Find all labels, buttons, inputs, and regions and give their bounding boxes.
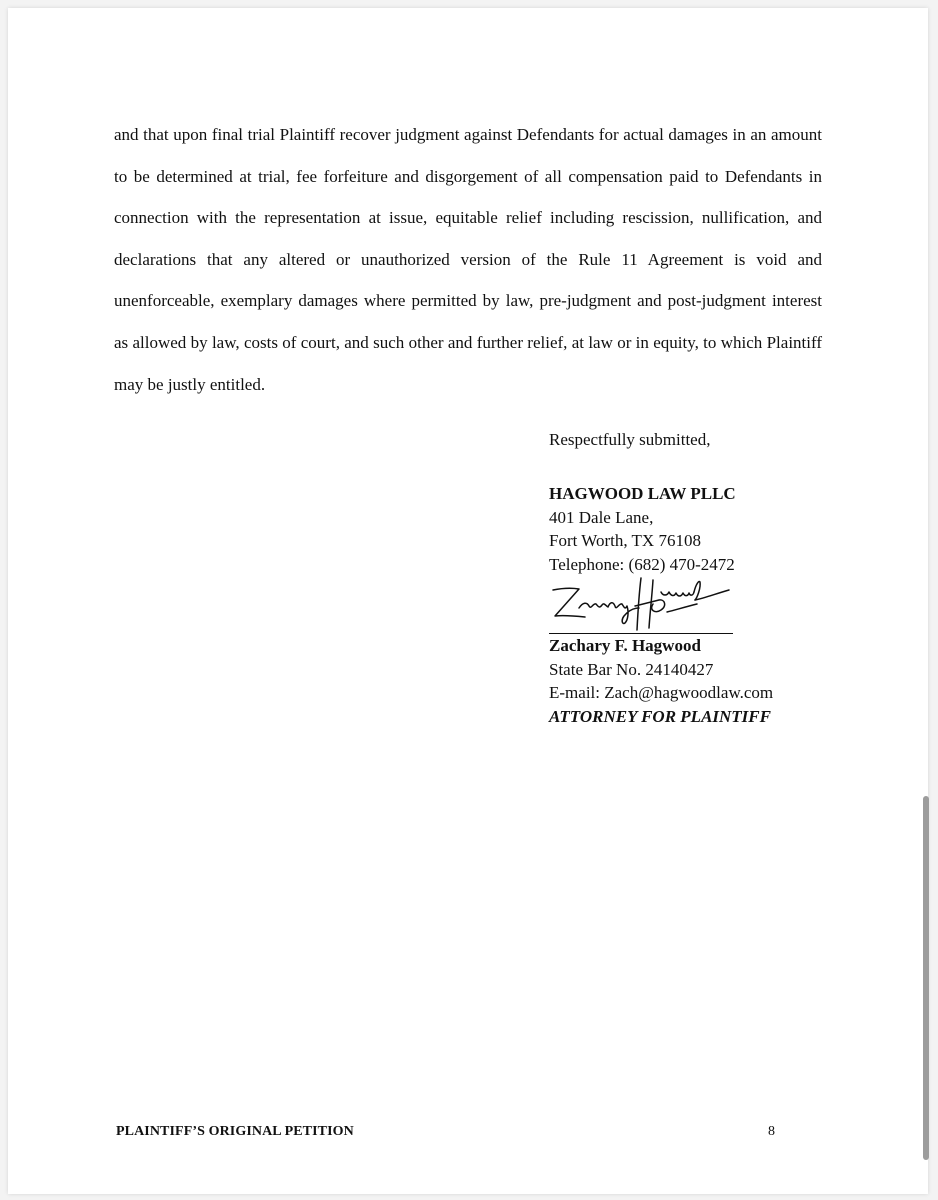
body-paragraph: and that upon final trial Plaintiff recover judgment against Defendants for actual damages in an amount to be determined at trial, fee forfeiture and disgorgement of all compensation paid to Defendants in connection with the representation at issue, equitable relief including rescission, nullification, and declarations that any altered or unauthorized version of the Rule 11 Agreement is void and unenforceable, exemplary damages where permitted by law, pre-judgment and post-judgment interest as allowed by law, costs of court, and such other and further relief, at law or in equity, to which Plaintiff may be justly entitled. (114, 125, 822, 394)
attorney-email: E-mail: Zach@hagwoodlaw.com (549, 683, 774, 702)
attorney-role: ATTORNEY FOR PLAINTIFF (549, 706, 771, 726)
signature-block (549, 482, 773, 728)
handwritten-signature (549, 576, 733, 634)
closing-line: Respectfully submitted, (549, 430, 711, 449)
attorney-bar-number: State Bar No. 24140427 (549, 659, 714, 679)
firm-address-line2: Fort Worth, TX 76108 (549, 531, 701, 550)
signature-icon (549, 576, 733, 634)
firm-address-line1: 401 Dale Lane, (549, 507, 654, 527)
attorney-name: Zachary F. Hagwood (549, 636, 701, 655)
firm-telephone: Telephone: (682) 470-2472 (549, 554, 735, 574)
vertical-scrollbar[interactable] (923, 796, 929, 1160)
footer-page-number: 8 (768, 1124, 775, 1139)
signature-line (549, 633, 733, 634)
footer-document-title: PLAINTIFF’S ORIGINAL PETITION (116, 1124, 354, 1139)
firm-name: HAGWOOD LAW PLLC (549, 484, 736, 503)
document-page (8, 8, 928, 1194)
